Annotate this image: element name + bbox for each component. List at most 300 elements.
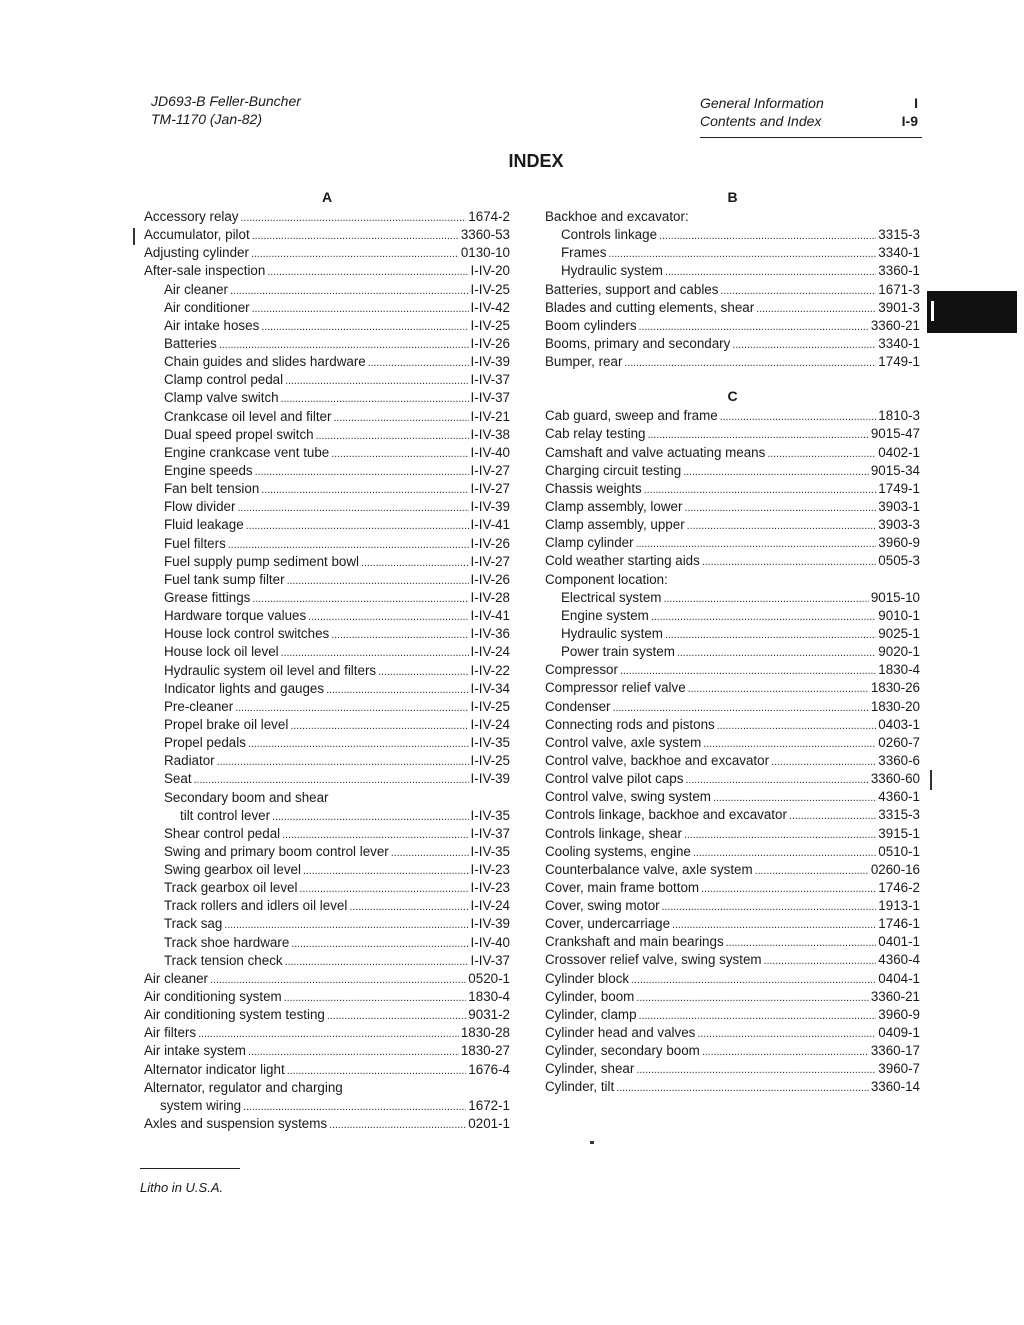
index-entry-text: Camshaft and valve actuating means (545, 444, 766, 460)
index-entry-page: 3960-9 (878, 1006, 920, 1022)
dot-leader (789, 806, 876, 825)
index-entry-page: I-IV-25 (470, 317, 510, 333)
index-entry-page: I-IV-26 (470, 571, 510, 587)
dot-leader (378, 662, 468, 681)
index-entry-text: Pre-cleaner (164, 698, 234, 714)
index-entry (545, 643, 920, 661)
dot-leader (771, 752, 876, 771)
dot-leader (230, 281, 469, 300)
index-entry (545, 770, 920, 788)
index-entry-text: Cover, undercarriage (545, 916, 671, 932)
index-entry-page: 9025-1 (878, 625, 920, 641)
index-entry (545, 752, 920, 770)
index-entry-text: Adjusting cylinder (144, 245, 249, 261)
dot-leader (219, 335, 469, 354)
index-entry-text: Swing and primary boom control lever (164, 843, 389, 859)
dot-leader (616, 1078, 869, 1097)
index-entry-page: I-IV-41 (470, 608, 510, 624)
index-entry (545, 262, 920, 280)
dot-leader (636, 534, 877, 553)
index-entry-page: 9015-10 (870, 589, 920, 605)
index-entry-text: Blades and cutting elements, shear (545, 299, 755, 315)
index-entry-text: Accumulator, pilot (144, 227, 250, 243)
index-entry (144, 734, 510, 752)
index-entry-text: Boom cylinders (545, 317, 637, 333)
index-entry (545, 679, 920, 697)
index-entry-text: Cab guard, sweep and frame (545, 408, 718, 424)
index-entry (144, 643, 510, 661)
dot-leader (361, 553, 469, 572)
index-entry-page: I-IV-39 (470, 499, 510, 515)
index-entry-text: Chain guides and slides hardware (164, 354, 366, 370)
index-entry-text: Cylinder, shear (545, 1061, 635, 1077)
index-entry-text: Secondary boom and shear (164, 789, 329, 805)
page-header-right (700, 94, 920, 130)
index-entry-text: Control valve, swing system (545, 789, 711, 805)
index-letter-heading: B (727, 189, 738, 205)
index-entry-page: I-IV-26 (470, 335, 510, 351)
index-entry-page: I-IV-38 (470, 426, 510, 442)
index-entry (545, 843, 920, 861)
index-entry-text: Shear control pedal (164, 825, 281, 841)
index-entry (144, 571, 510, 589)
index-entry-page: 3360-21 (870, 317, 920, 333)
index-entry (545, 825, 920, 843)
index-entry-text: Air intake hoses (164, 317, 260, 333)
index-entry-text: Compressor (545, 662, 618, 678)
dot-leader (663, 589, 868, 608)
index-entry (545, 498, 920, 516)
index-entry-text: Crossover relief valve, swing system (545, 952, 762, 968)
index-entry-text: Flow divider (164, 499, 236, 515)
index-entry-text: Axles and suspension systems (144, 1116, 328, 1132)
index-entry-page: I-IV-35 (470, 807, 510, 823)
dot-leader (684, 825, 876, 844)
index-entry (545, 788, 920, 806)
index-entry-text: House lock oil level (164, 644, 279, 660)
index-entry (545, 589, 920, 607)
dot-leader (672, 915, 876, 934)
dot-leader (755, 861, 869, 880)
dot-leader (713, 788, 876, 807)
index-entry (144, 371, 510, 389)
index-entry-page: I-IV-40 (470, 444, 510, 460)
index-entry-page: 9015-34 (870, 462, 920, 478)
index-entry-text: Hardware torque values (164, 608, 307, 624)
index-entry-text: Condenser (545, 698, 611, 714)
index-entry (144, 843, 510, 861)
dot-leader (248, 1042, 459, 1061)
index-entry (545, 552, 920, 570)
index-entry-page: 0260-16 (870, 861, 920, 877)
index-entry (144, 1097, 510, 1115)
index-entry-text: Fuel supply pump sediment bowl (164, 553, 360, 569)
dot-leader (647, 425, 868, 444)
dot-leader (251, 244, 459, 263)
dot-leader (662, 897, 877, 916)
index-entry-page: I-IV-24 (470, 898, 510, 914)
index-entry-page: 3360-17 (870, 1043, 920, 1059)
index-entry (144, 462, 510, 480)
index-entry (144, 535, 510, 553)
index-entry-text: Connecting rods and pistons (545, 716, 715, 732)
index-entry (144, 861, 510, 879)
index-entry-page: I-IV-35 (470, 843, 510, 859)
index-entry-text: House lock control switches (164, 626, 330, 642)
dot-leader (261, 480, 468, 499)
index-entry (545, 353, 920, 371)
stray-mark (590, 1141, 594, 1144)
index-entry-text: Clamp cylinder (545, 535, 634, 551)
index-entry-text: Cooling systems, engine (545, 843, 691, 859)
index-entry-text: Engine crankcase vent tube (164, 444, 330, 460)
index-entry-page: 9020-1 (878, 644, 920, 660)
index-entry-page: 1749-1 (878, 480, 920, 496)
index-entry-page: 3360-53 (460, 227, 510, 243)
index-entry (545, 444, 920, 462)
index-entry-page: 0403-1 (878, 716, 920, 732)
index-gap (545, 371, 920, 385)
index-entry-page: 1830-4 (878, 662, 920, 678)
index-entry-page: 3360-60 (870, 771, 920, 787)
index-entry-page: I-IV-40 (470, 934, 510, 950)
index-entry (545, 1060, 920, 1078)
index-entry-text: Booms, primary and secondary (545, 335, 731, 351)
dot-leader (677, 643, 876, 662)
dot-leader (237, 498, 468, 517)
dot-leader (756, 299, 876, 318)
index-entry-page: 0510-1 (878, 843, 920, 859)
dot-leader (644, 480, 877, 499)
index-entry-page: I-IV-37 (470, 372, 510, 388)
index-entry-page: 9010-1 (878, 607, 920, 623)
dot-leader (327, 1006, 466, 1025)
index-entry (144, 389, 510, 407)
dot-leader (267, 262, 468, 281)
index-entry-text: Control valve pilot caps (545, 771, 684, 787)
index-entry-page: 0201-1 (468, 1116, 510, 1132)
index-entry-page: I-IV-37 (470, 952, 510, 968)
index-entry-page: 3315-3 (878, 807, 920, 823)
change-bar-left (133, 228, 135, 245)
header-row-1 (700, 94, 920, 112)
header-row-2 (700, 112, 920, 130)
index-entry (545, 879, 920, 897)
index-entry-page: I-IV-20 (470, 263, 510, 279)
index-entry-page: 4360-1 (878, 789, 920, 805)
subsection-name: Contents and Index (700, 113, 822, 129)
dot-leader (243, 1097, 466, 1116)
index-entry (545, 951, 920, 969)
index-entry (144, 208, 510, 226)
dot-leader (659, 226, 876, 245)
index-entry-text: Air intake system (144, 1043, 246, 1059)
index-entry (144, 262, 510, 280)
index-entry-text: Propel pedals (164, 735, 246, 751)
index-entry (144, 480, 510, 498)
footer-rule (140, 1168, 240, 1169)
index-entry-page: 0505-3 (878, 553, 920, 569)
index-entry (545, 625, 920, 643)
index-entry-text: Cold weather starting aids (545, 553, 700, 569)
index-entry (545, 335, 920, 353)
dot-leader (701, 879, 876, 898)
index-entry-text: Electrical system (561, 589, 662, 605)
index-entry-text: Air conditioning system testing (144, 1007, 325, 1023)
manual-title: JD693-B Feller-Buncher (151, 93, 301, 109)
index-entry (144, 662, 510, 680)
index-column-left (144, 186, 510, 1133)
index-entry (144, 752, 510, 770)
index-entry-page: 1676-4 (468, 1061, 510, 1077)
dot-leader (291, 934, 468, 953)
index-entry-page: 1671-3 (878, 281, 920, 297)
index-entry-text: Hydraulic system (561, 625, 663, 641)
index-entry-text: Track rollers and idlers oil level (164, 898, 348, 914)
index-entry-text: Backhoe and excavator: (545, 209, 689, 224)
index-entry-page: I-IV-21 (470, 408, 510, 424)
footer-print-note: Litho in U.S.A. (140, 1180, 224, 1195)
index-entry-text: Engine system (561, 607, 649, 623)
index-entry-page: 3960-9 (878, 535, 920, 551)
index-entry-text: Seat (164, 771, 192, 787)
dot-leader (194, 770, 469, 789)
index-entry-page: I-IV-37 (470, 825, 510, 841)
index-entry (545, 317, 920, 335)
index-entry (144, 698, 510, 716)
index-entry-page: I-IV-39 (470, 771, 510, 787)
index-entry (545, 897, 920, 915)
index-entry-page: 3903-3 (878, 517, 920, 533)
dot-leader (287, 571, 469, 590)
dot-leader (290, 716, 468, 735)
index-entry-page: I-IV-42 (470, 299, 510, 315)
index-entry-text: Fuel filters (164, 535, 226, 551)
index-entry-text: Compressor relief valve (545, 680, 686, 696)
dot-leader (685, 770, 868, 789)
index-entry-text: Cylinder block (545, 970, 630, 986)
dot-leader (636, 988, 869, 1007)
index-entry-page: 3360-21 (870, 988, 920, 1004)
index-entry-page: 0520-1 (468, 970, 510, 986)
index-entry-page: I-IV-25 (470, 281, 510, 297)
index-entry (545, 806, 920, 824)
dot-leader (631, 970, 876, 989)
index-entry-page: 1830-20 (870, 698, 920, 714)
dot-leader (281, 643, 469, 662)
index-entry-text: Alternator, regulator and charging (144, 1079, 343, 1095)
index-entry (545, 1042, 920, 1060)
dot-leader (217, 752, 469, 771)
dot-leader (726, 933, 877, 952)
index-entry (545, 988, 920, 1006)
index-entry-page: 3901-3 (878, 299, 920, 315)
index-entry-page: 1830-26 (870, 680, 920, 696)
index-entry-page: 3340-1 (878, 335, 920, 351)
index-entry-text: Air conditioning system (144, 989, 282, 1005)
manual-code: TM-1170 (Jan-82) (151, 111, 263, 127)
index-column-right (545, 186, 920, 1097)
index-entry (545, 516, 920, 534)
index-entry (545, 462, 920, 480)
index-entry-text: Cab relay testing (545, 426, 646, 442)
index-entry (545, 734, 920, 752)
index-entry (144, 897, 510, 915)
index-entry-page: I-IV-27 (470, 462, 510, 478)
index-entry-text: Cylinder head and valves (545, 1025, 696, 1041)
index-entry-text: Cylinder, clamp (545, 1006, 637, 1022)
dot-leader (639, 1006, 877, 1025)
index-entry-text: Track sag (164, 916, 223, 932)
dot-leader (285, 371, 468, 390)
dot-leader (702, 1042, 869, 1061)
index-entry (545, 970, 920, 988)
change-bar-right (930, 770, 932, 790)
index-entry-page: I-IV-23 (470, 862, 510, 878)
index-entry-page: I-IV-36 (470, 626, 510, 642)
index-entry (144, 353, 510, 371)
index-entry-page: 1830-27 (460, 1043, 510, 1059)
index-entry (144, 988, 510, 1006)
index-entry (144, 1024, 510, 1042)
index-entry (545, 1006, 920, 1024)
dot-leader (720, 281, 876, 300)
index-entry (144, 680, 510, 698)
dot-leader (246, 516, 469, 535)
index-entry-text: Radiator (164, 753, 215, 769)
index-entry-page: 1672-1 (468, 1097, 510, 1113)
index-entry-page: I-IV-41 (470, 517, 510, 533)
index-entry-page: 3360-14 (870, 1079, 920, 1095)
dot-leader (683, 462, 869, 481)
index-entry (144, 915, 510, 933)
index-entry-text: Grease fittings (164, 589, 251, 605)
index-entry-text: Component location: (545, 571, 668, 587)
index-entry-page: 0404-1 (878, 970, 920, 986)
index-entry-text: Clamp valve switch (164, 390, 279, 406)
index-entry (545, 534, 920, 552)
index-entry-text: Clamp assembly, upper (545, 517, 685, 533)
index-entry (144, 825, 510, 843)
index-entry-text: Controls linkage, shear (545, 825, 682, 841)
index-entry-text: Crankshaft and main bearings (545, 934, 724, 950)
index-entry-page: I-IV-25 (470, 753, 510, 769)
index-entry-page: 3903-1 (878, 498, 920, 514)
index-entry (545, 226, 920, 244)
index-entry (545, 861, 920, 879)
dot-leader (241, 208, 467, 227)
dot-leader (624, 353, 876, 372)
index-entry-page: I-IV-27 (470, 481, 510, 497)
index-entry-text: Cover, swing motor (545, 898, 660, 914)
dot-leader (697, 1024, 876, 1043)
index-entry (144, 970, 510, 988)
dot-leader (316, 426, 469, 445)
index-entry-text: Air conditioner (164, 299, 250, 315)
index-entry-page: 1749-1 (878, 354, 920, 370)
dot-leader (235, 698, 468, 717)
dot-leader (684, 498, 876, 517)
dot-leader (331, 444, 468, 463)
index-entry-page: I-IV-26 (470, 535, 510, 551)
index-entry-page: 3360-6 (878, 752, 920, 768)
dot-leader (651, 607, 876, 626)
index-entry-page: I-IV-35 (470, 735, 510, 751)
index-entry-page: 9031-2 (468, 1007, 510, 1023)
index-entry-text: Air filters (144, 1025, 197, 1041)
index-entry-text: Control valve, axle system (545, 734, 702, 750)
index-entry (144, 879, 510, 897)
index-entry-text: Cylinder, secondary boom (545, 1043, 700, 1059)
index-entry (545, 425, 920, 443)
index-entry-page: I-IV-23 (470, 880, 510, 896)
index-entry-page: 3960-7 (878, 1061, 920, 1077)
index-entry (545, 915, 920, 933)
index-entry-page: 1810-3 (878, 408, 920, 424)
index-entry-page: 0402-1 (878, 444, 920, 460)
dot-leader (303, 861, 469, 880)
section-code: I (914, 95, 918, 111)
index-entry (545, 208, 920, 226)
index-entry-text: Alternator indicator light (144, 1061, 285, 1077)
index-entry (144, 716, 510, 734)
page-number: I-9 (901, 113, 918, 129)
index-entry (545, 1078, 920, 1096)
index-entry (545, 480, 920, 498)
index-entry-page: 0401-1 (878, 934, 920, 950)
index-entry-page: I-IV-28 (470, 589, 510, 605)
dot-leader (717, 716, 877, 735)
index-entry-page: 1830-28 (460, 1025, 510, 1041)
index-entry-text: Hydraulic system (561, 263, 663, 279)
dot-leader (255, 462, 469, 481)
index-entry-text: Accessory relay (144, 209, 239, 224)
index-entry-page: I-IV-25 (470, 698, 510, 714)
index-entry (144, 1079, 510, 1097)
index-entry (144, 1006, 510, 1024)
index-entry (144, 1115, 510, 1133)
dot-leader (349, 897, 468, 916)
index-entry-page: 9015-47 (870, 426, 920, 442)
index-entry (144, 770, 510, 788)
index-entry-page: 0260-7 (878, 734, 920, 750)
index-entry-text: Control valve, backhoe and excavator (545, 752, 770, 768)
header-rule (700, 137, 922, 138)
dot-leader (285, 952, 469, 971)
index-entry (144, 299, 510, 317)
dot-leader (299, 879, 468, 898)
index-entry (545, 244, 920, 262)
dot-leader (329, 1115, 466, 1134)
dot-leader (620, 661, 876, 680)
dot-leader (665, 262, 876, 281)
index-entry (545, 407, 920, 425)
dot-leader (703, 734, 876, 753)
index-entry-text: Fuel tank sump filter (164, 571, 285, 587)
dot-leader (326, 680, 468, 699)
index-entry-page: 0130-10 (460, 245, 510, 261)
index-entry (144, 934, 510, 952)
index-entry (144, 625, 510, 643)
index-entry-text: Batteries (164, 335, 217, 351)
index-entry (144, 952, 510, 970)
index-entry-text: Bumper, rear (545, 354, 623, 370)
index-entry-text: Swing gearbox oil level (164, 862, 301, 878)
dot-leader (284, 988, 467, 1007)
dot-leader (368, 353, 469, 372)
index-entry-text: Air cleaner (164, 281, 229, 297)
index-entry (144, 789, 510, 807)
